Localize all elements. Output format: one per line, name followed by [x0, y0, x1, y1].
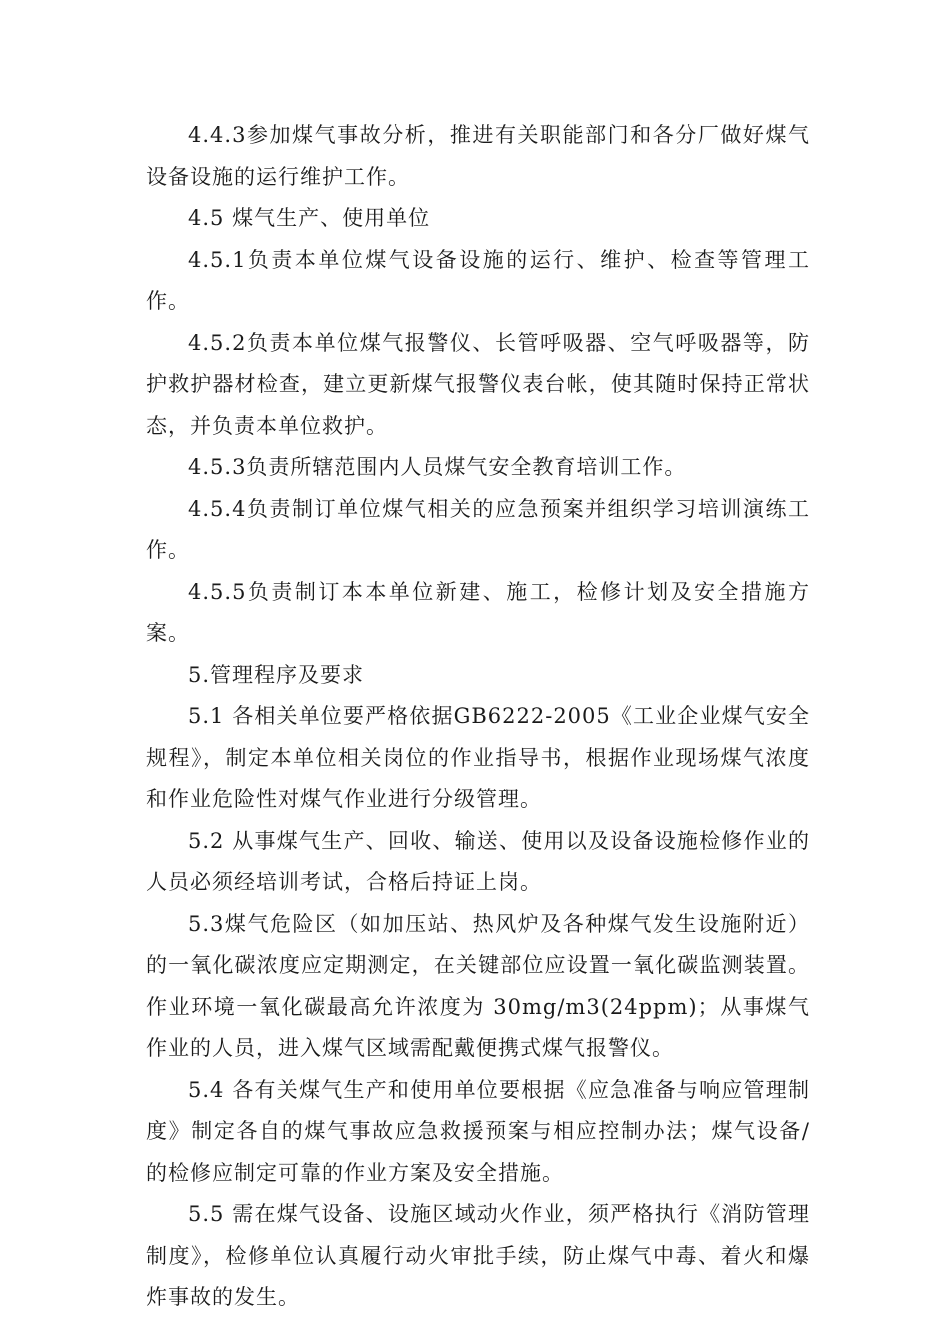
paragraph-4-5-3: 4.5.3负责所辖范围内人员煤气安全教育培训工作。 — [188, 455, 687, 479]
heading-4-5: 4.5 煤气生产、使用单位 — [188, 206, 431, 230]
paragraph-5-2: 5.2 从事煤气生产、回收、输送、使用以及设备设施检修作业的人员必须经培训考试，合格后持证上岗。 — [146, 828, 810, 894]
paragraph-5-3: 5.3煤气危险区（如加压站、热风炉及各种煤气发生设施附近）的一氧化碳浓度应定期测定，在关键部位应设置一氧化碳监测装置。作业环境一氧化碳最高允许浓度为 30mg/m3(24ppm)；从事煤气作业的人员，进入煤气区域需配戴便携式煤气报警仪。 — [146, 911, 810, 1060]
paragraph-5-1: 5.1 各相关单位要严格依据GB6222-2005《工业企业煤气安全规程》，制定本单位相关岗位的作业指导书，根据作业现场煤气浓度和作业危险性对煤气作业进行分级管理。 — [146, 704, 810, 811]
document-body — [146, 115, 810, 1319]
heading-5: 5.管理程序及要求 — [188, 662, 365, 687]
paragraph-4-5-1: 4.5.1负责本单位煤气设备设施的运行、维护、检查等管理工作。 — [146, 247, 810, 313]
paragraph-4-5-5: 4.5.5负责制订本本单位新建、施工，检修计划及安全措施方案。 — [146, 579, 810, 645]
paragraph-5-5: 5.5 需在煤气设备、设施区域动火作业，须严格执行《消防管理制度》，检修单位认真履行动火审批手续，防止煤气中毒、着火和爆炸事故的发生。 — [146, 1202, 810, 1309]
paragraph-4-4-3: 4.4.3参加煤气事故分析，推进有关职能部门和各分厂做好煤气设备设施的运行维护工作。 — [146, 123, 810, 189]
paragraph-4-5-4: 4.5.4负责制订单位煤气相关的应急预案并组织学习培训演练工作。 — [146, 496, 810, 562]
paragraph-5-4: 5.4 各有关煤气生产和使用单位要根据《应急准备与响应管理制度》制定各自的煤气事故应急救援预案与相应控制办法；煤气设备/的检修应制定可靠的作业方案及安全措施。 — [146, 1077, 810, 1185]
paragraph-4-5-2: 4.5.2负责本单位煤气报警仪、长管呼吸器、空气呼吸器等，防护救护器材检查，建立更新煤气报警仪表台帐，使其随时保持正常状态，并负责本单位救护。 — [146, 330, 810, 438]
